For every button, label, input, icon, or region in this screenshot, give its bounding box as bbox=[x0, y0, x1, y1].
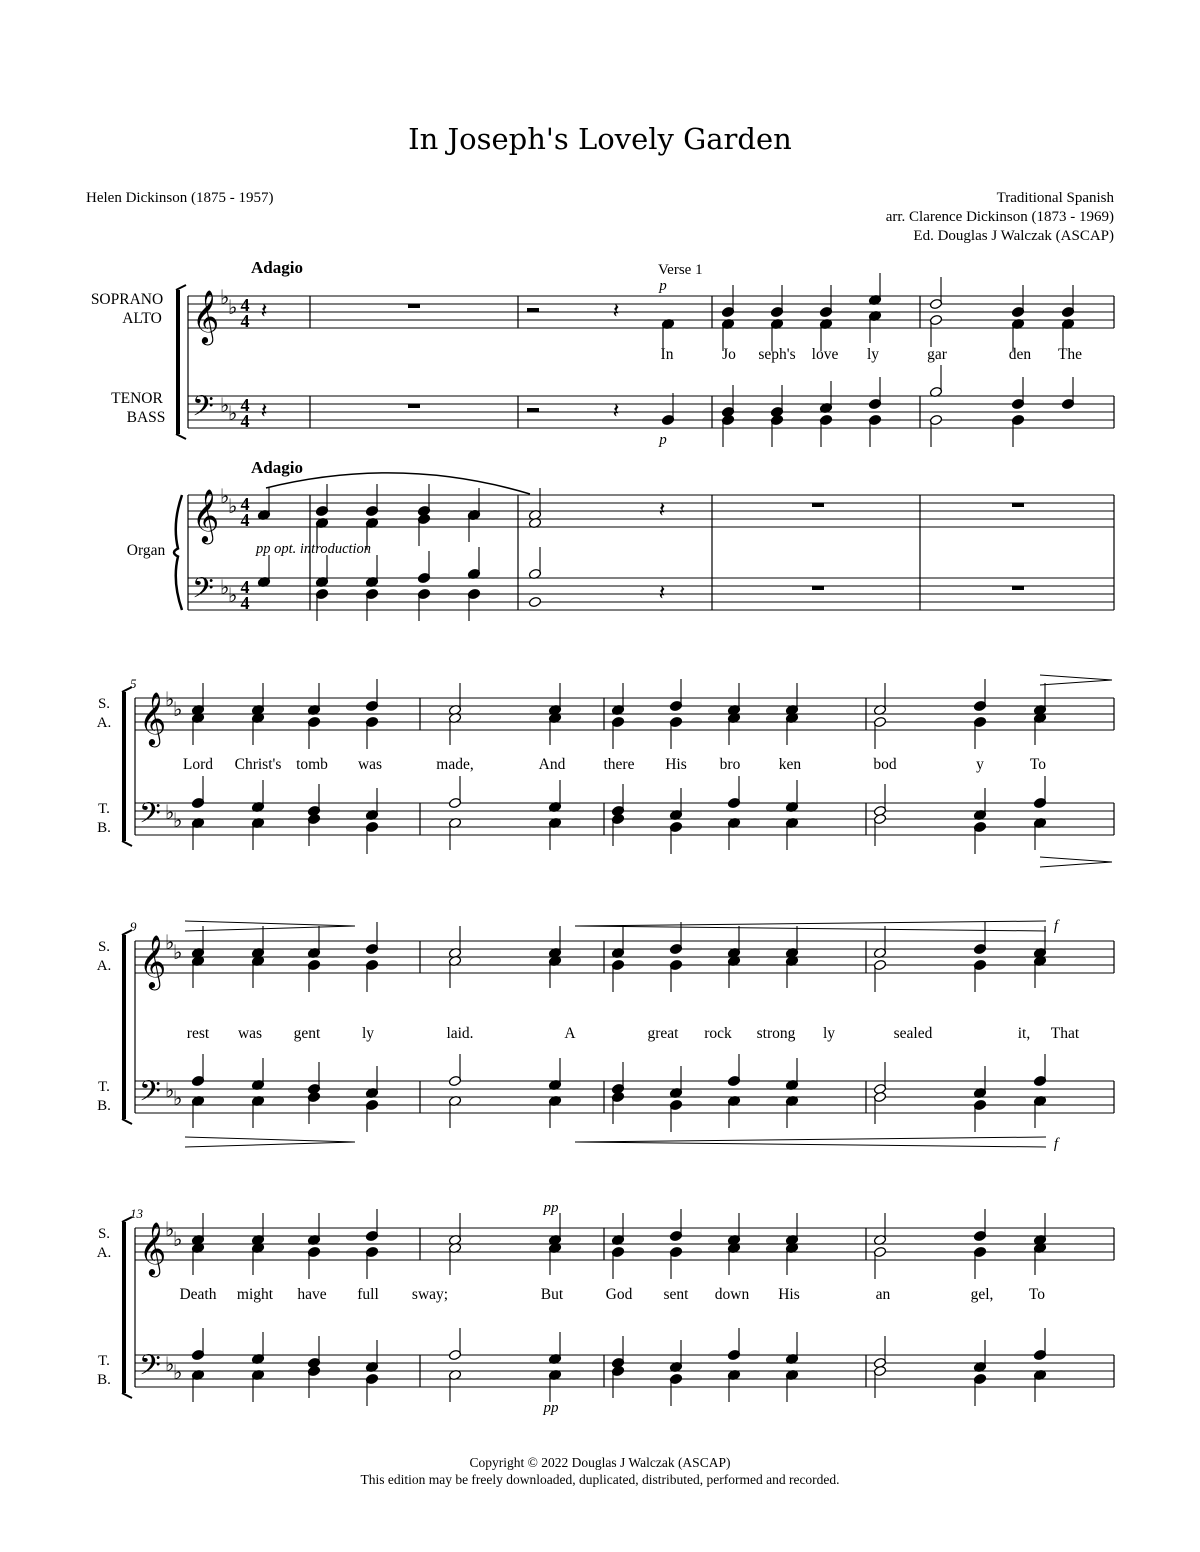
flat-sign: ♭ bbox=[173, 942, 183, 964]
treble-clef: 𝄞 bbox=[139, 1223, 167, 1274]
lyric-system4: an bbox=[875, 1286, 891, 1303]
lyric-system3: A bbox=[564, 1025, 576, 1042]
lyric-system2: bod bbox=[873, 756, 897, 773]
lyric-system3: strong bbox=[756, 1025, 796, 1042]
flat-sign: ♭ bbox=[173, 699, 183, 721]
alto-abbrev: A. bbox=[96, 1245, 112, 1261]
organ-direction: pp opt. introduction bbox=[256, 541, 372, 557]
flat-sign: ♭ bbox=[165, 1080, 175, 1102]
decrescendo-hairpin bbox=[185, 1142, 355, 1147]
measure-number: 13 bbox=[130, 1206, 143, 1221]
flat-sign: ♭ bbox=[228, 496, 238, 518]
decrescendo-hairpin bbox=[1040, 680, 1112, 685]
footer bbox=[0, 1454, 1200, 1488]
choir-bracket bbox=[122, 935, 126, 1119]
lyric-system4: God bbox=[605, 1286, 633, 1303]
treble-clef: 𝄞 bbox=[192, 490, 220, 541]
soprano-abbrev: S. bbox=[97, 1226, 111, 1242]
dynamic-soprano: pp bbox=[543, 1200, 559, 1216]
lyric-system4: full bbox=[357, 1286, 379, 1303]
bass-abbrev: B. bbox=[97, 1098, 111, 1114]
time-signature-numerator: 4 bbox=[240, 577, 250, 597]
lyric-verse1: seph's bbox=[758, 346, 796, 363]
composer-line: Traditional Spanish bbox=[996, 190, 1114, 206]
lyric-verse1: ly bbox=[866, 346, 880, 363]
measure-number: 5 bbox=[130, 676, 137, 691]
choir-bracket-hook bbox=[122, 1119, 132, 1124]
whole-rest bbox=[812, 586, 824, 590]
flat-sign: ♭ bbox=[165, 689, 175, 711]
flat-sign: ♭ bbox=[173, 1229, 183, 1251]
flat-sign: ♭ bbox=[173, 1088, 183, 1110]
lyric-system3: great bbox=[647, 1025, 679, 1042]
bass-abbrev: B. bbox=[97, 1372, 111, 1388]
soprano-abbrev: S. bbox=[97, 939, 111, 955]
alto-label: ALTO bbox=[122, 310, 162, 327]
time-signature-denominator: 4 bbox=[240, 411, 250, 431]
time-signature-denominator: 4 bbox=[240, 510, 250, 530]
dynamic-soprano: f bbox=[1053, 918, 1059, 934]
lyric-system4: His bbox=[778, 1286, 800, 1303]
flat-sign: ♭ bbox=[165, 1354, 175, 1376]
flat-sign: ♭ bbox=[228, 297, 238, 319]
lyric-system4: gel, bbox=[970, 1286, 994, 1303]
choir-bracket bbox=[122, 1222, 126, 1393]
lyric-system3: ly bbox=[361, 1025, 375, 1042]
half-rest bbox=[527, 408, 539, 412]
choir-bracket-hook bbox=[122, 1393, 132, 1398]
time-signature-numerator: 4 bbox=[240, 295, 250, 315]
bass-clef: 𝄢 bbox=[139, 1351, 161, 1388]
dynamic-bass: pp bbox=[543, 1400, 559, 1416]
whole-rest bbox=[408, 304, 420, 308]
lyric-system3: rock bbox=[704, 1025, 732, 1042]
flat-sign: ♭ bbox=[173, 1362, 183, 1384]
treble-clef: 𝄞 bbox=[192, 291, 220, 342]
decrescendo-hairpin bbox=[1040, 862, 1112, 867]
crescendo-hairpin bbox=[575, 926, 1046, 931]
lyric-system2: there bbox=[603, 756, 635, 773]
verse-marker: Verse 1 bbox=[658, 262, 703, 278]
lyricist-credit: Helen Dickinson (1875 - 1957) bbox=[86, 190, 274, 206]
lyric-system2: ken bbox=[778, 756, 802, 773]
bass-clef: 𝄢 bbox=[139, 1077, 161, 1114]
lyric-system4: have bbox=[297, 1286, 327, 1303]
tenor-abbrev: T. bbox=[98, 1353, 110, 1369]
bass-abbrev: B. bbox=[97, 820, 111, 836]
flat-sign: ♭ bbox=[165, 932, 175, 954]
lyric-system3: rest bbox=[186, 1025, 210, 1042]
treble-clef: 𝄞 bbox=[139, 936, 167, 987]
choir-bracket-hook bbox=[176, 285, 186, 290]
lyric-system4: But bbox=[540, 1286, 564, 1303]
bass-label: BASS bbox=[126, 409, 166, 426]
arranger-line: arr. Clarence Dickinson (1873 - 1969) bbox=[885, 209, 1114, 225]
time-signature-denominator: 4 bbox=[240, 311, 250, 331]
lyric-system2: Christ's bbox=[234, 756, 282, 773]
alto-abbrev: A. bbox=[96, 715, 112, 731]
decrescendo-hairpin bbox=[1040, 675, 1112, 680]
crescendo-hairpin bbox=[575, 921, 1046, 926]
lyric-system2: y bbox=[976, 756, 984, 773]
treble-clef: 𝄞 bbox=[139, 693, 167, 744]
lyric-system4: down bbox=[714, 1286, 750, 1303]
lyric-system4: sway; bbox=[411, 1286, 449, 1303]
flat-sign: ♭ bbox=[173, 810, 183, 832]
flat-sign: ♭ bbox=[228, 403, 238, 425]
flat-sign: ♭ bbox=[220, 395, 230, 417]
tenor-abbrev: T. bbox=[98, 1079, 110, 1095]
lyric-system2: His bbox=[665, 756, 687, 773]
flat-sign: ♭ bbox=[228, 585, 238, 607]
time-signature-denominator: 4 bbox=[240, 593, 250, 613]
lyric-system3: was bbox=[237, 1025, 263, 1042]
choir-bracket bbox=[176, 290, 180, 434]
quarter-rest: 𝄽 bbox=[658, 580, 666, 605]
lyric-system3: sealed bbox=[893, 1025, 933, 1042]
flat-sign: ♭ bbox=[220, 486, 230, 508]
quarter-rest: 𝄽 bbox=[658, 497, 666, 522]
lyric-verse1: den bbox=[1008, 346, 1032, 363]
whole-rest bbox=[1012, 586, 1024, 590]
lyric-system3: ly bbox=[822, 1025, 836, 1042]
tenor-label: TENOR bbox=[111, 390, 163, 407]
measure-number: 9 bbox=[130, 919, 137, 934]
lyric-system4: sent bbox=[663, 1286, 689, 1303]
editor-line: Ed. Douglas J Walczak (ASCAP) bbox=[913, 228, 1114, 244]
tempo-marking-choir: Adagio bbox=[251, 258, 303, 277]
crescendo-hairpin bbox=[575, 1142, 1046, 1147]
lyric-system2: made, bbox=[436, 756, 474, 773]
bass-clef: 𝄢 bbox=[192, 574, 214, 611]
dynamic-soprano: p bbox=[659, 278, 667, 294]
flat-sign: ♭ bbox=[220, 287, 230, 309]
dynamic-bass: f bbox=[1053, 1136, 1059, 1152]
whole-rest bbox=[408, 404, 420, 408]
decrescendo-hairpin bbox=[185, 921, 355, 926]
lyric-system2: Lord bbox=[182, 756, 214, 773]
alto-abbrev: A. bbox=[96, 958, 112, 974]
soprano-label: SOPRANO bbox=[90, 291, 164, 308]
lyric-system3: laid. bbox=[446, 1025, 474, 1042]
decrescendo-hairpin bbox=[1040, 857, 1112, 862]
lyric-system3: gent bbox=[293, 1025, 321, 1042]
organ-brace bbox=[174, 495, 182, 610]
quarter-rest: 𝄽 bbox=[260, 398, 268, 423]
soprano-abbrev: S. bbox=[97, 696, 111, 712]
dynamic-bass: p bbox=[659, 432, 667, 448]
lyric-verse1: Jo bbox=[722, 346, 736, 363]
lyric-system2: bro bbox=[719, 756, 741, 773]
flat-sign: ♭ bbox=[165, 802, 175, 824]
quarter-rest: 𝄽 bbox=[612, 398, 620, 423]
time-signature-numerator: 4 bbox=[240, 395, 250, 415]
lyric-verse1: In bbox=[660, 346, 674, 363]
organ-label: Organ bbox=[126, 542, 166, 559]
whole-rest bbox=[1012, 503, 1024, 507]
half-rest bbox=[527, 308, 539, 312]
decrescendo-hairpin bbox=[185, 926, 355, 931]
copyright-notice: Copyright © 2022 Douglas J Walczak (ASCAP) bbox=[469, 1455, 731, 1470]
choir-bracket-hook bbox=[176, 434, 186, 439]
whole-rest bbox=[812, 503, 824, 507]
bass-clef: 𝄢 bbox=[192, 392, 214, 429]
lyric-system3: That bbox=[1050, 1025, 1080, 1042]
lyric-system2: tomb bbox=[296, 756, 328, 773]
lyric-system2: To bbox=[1029, 756, 1047, 773]
quarter-rest: 𝄽 bbox=[260, 298, 268, 323]
lyric-system2: was bbox=[357, 756, 383, 773]
lyric-system4: might bbox=[236, 1286, 274, 1303]
flat-sign: ♭ bbox=[165, 1219, 175, 1241]
lyric-system2: And bbox=[538, 756, 566, 773]
tempo-marking-organ: Adagio bbox=[251, 458, 303, 477]
bass-clef: 𝄢 bbox=[139, 799, 161, 836]
organ-slur bbox=[266, 473, 530, 494]
tenor-abbrev: T. bbox=[98, 801, 110, 817]
choir-bracket bbox=[122, 692, 126, 841]
lyric-verse1: gar bbox=[927, 346, 947, 363]
quarter-rest: 𝄽 bbox=[612, 298, 620, 323]
lyric-verse1: love bbox=[811, 346, 839, 363]
lyric-system4: To bbox=[1028, 1286, 1046, 1303]
choir-bracket-hook bbox=[122, 841, 132, 846]
lyric-system4: Death bbox=[179, 1286, 217, 1303]
note-head bbox=[528, 596, 541, 607]
license-notice: This edition may be freely downloaded, duplicated, distributed, performed and recorded. bbox=[360, 1472, 840, 1487]
lyric-verse1: The bbox=[1057, 346, 1083, 363]
time-signature-numerator: 4 bbox=[240, 494, 250, 514]
page-title: In Joseph's Lovely Garden bbox=[408, 122, 792, 156]
lyric-system3: it, bbox=[1017, 1025, 1031, 1042]
flat-sign: ♭ bbox=[220, 577, 230, 599]
crescendo-hairpin bbox=[575, 1137, 1046, 1142]
decrescendo-hairpin bbox=[185, 1137, 355, 1142]
